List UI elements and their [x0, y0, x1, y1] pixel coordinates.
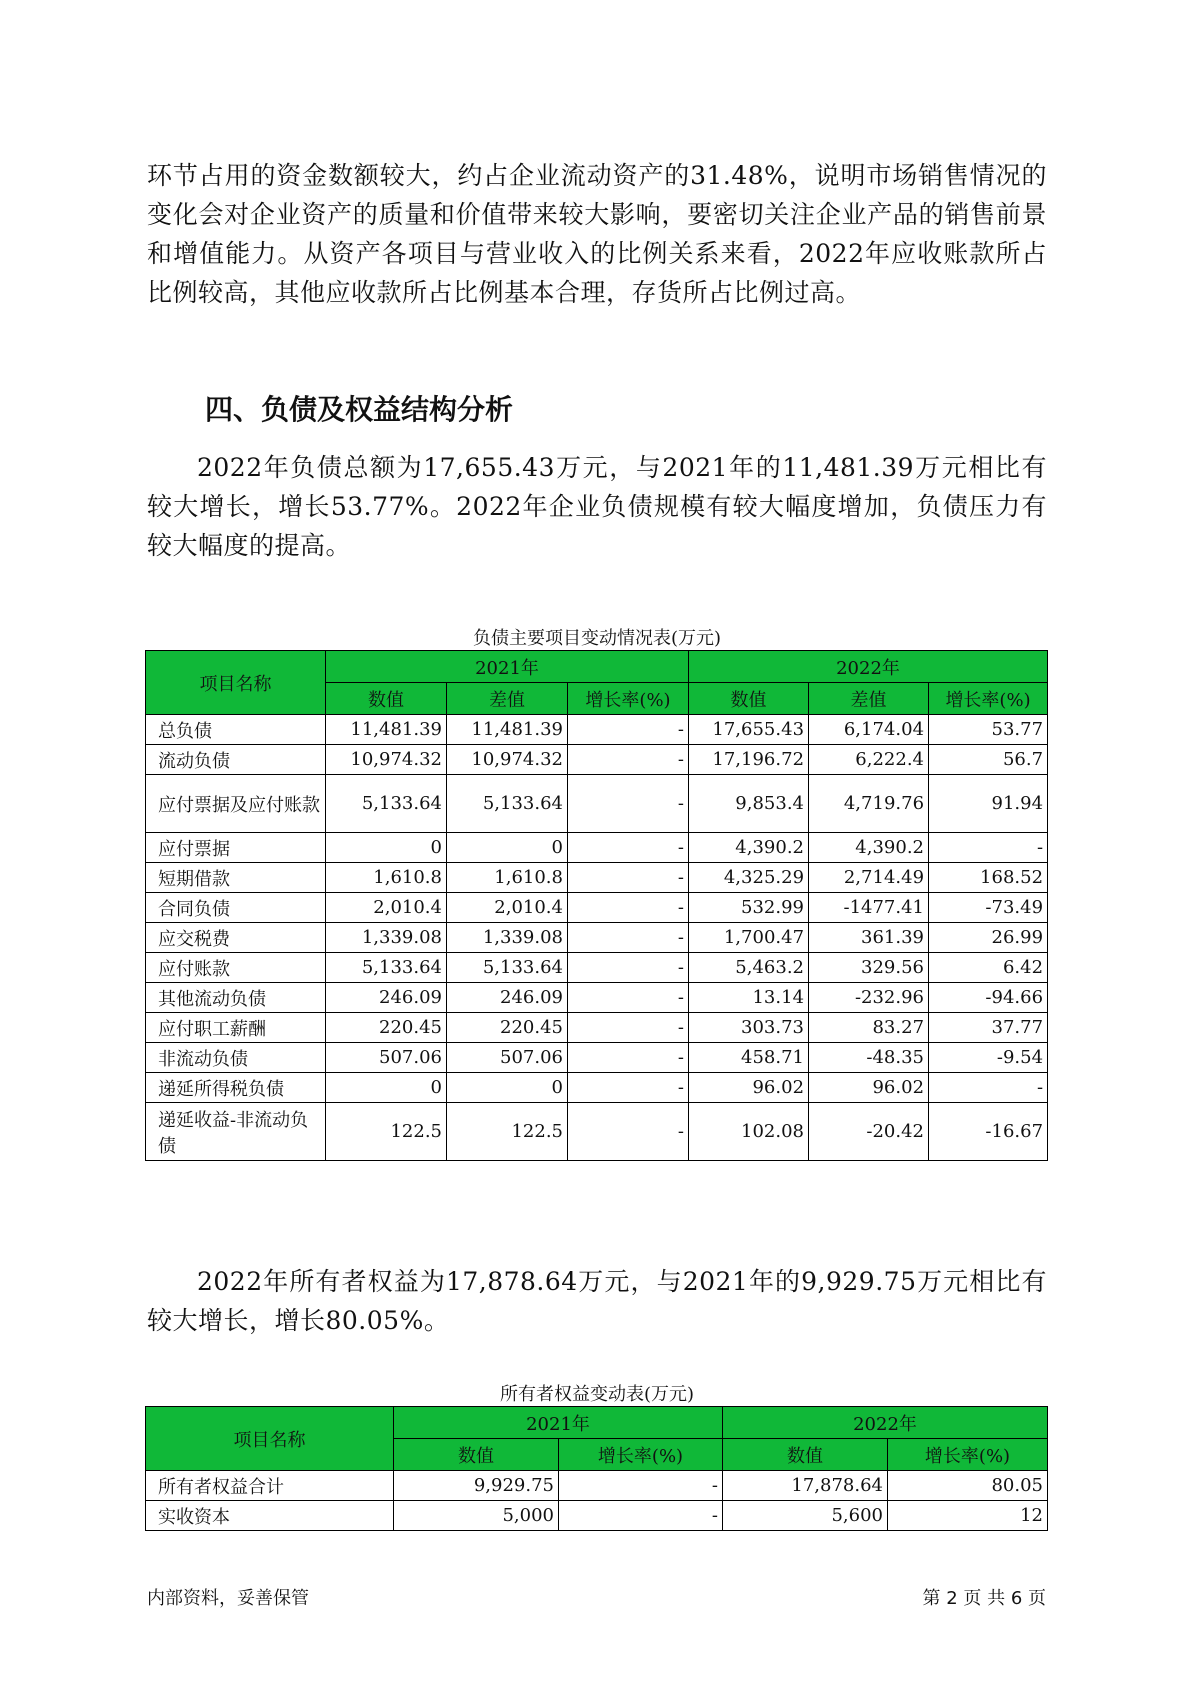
cell-r22: 12 — [888, 1501, 1048, 1531]
cell-v21: 220.45 — [326, 1013, 447, 1043]
cell-d21: 2,010.4 — [447, 893, 568, 923]
cell-v22: 13.14 — [689, 983, 809, 1013]
cell-r21: - — [568, 715, 689, 745]
cell-r21: - — [568, 1073, 689, 1103]
cell-r21: - — [568, 893, 689, 923]
liability-table-caption: 负债主要项目变动情况表(万元) — [472, 628, 722, 649]
col-header-item: 项目名称 — [146, 1407, 394, 1471]
cell-v21: 2,010.4 — [326, 893, 447, 923]
row-label: 递延所得税负债 — [146, 1073, 326, 1103]
cell-r21: - — [568, 953, 689, 983]
cell-d22: 2,714.49 — [809, 863, 929, 893]
cell-d22: -48.35 — [809, 1043, 929, 1073]
cell-r21: - — [559, 1471, 723, 1501]
row-label: 应付票据及应付账款 — [146, 775, 326, 833]
cell-v21: 10,974.32 — [326, 745, 447, 775]
table-row — [146, 923, 1048, 953]
col-header-value-2021: 数值 — [326, 683, 447, 715]
cell-r22: 56.7 — [929, 745, 1048, 775]
cell-r22: - — [929, 1073, 1048, 1103]
table-row — [146, 1043, 1048, 1073]
table-row — [146, 983, 1048, 1013]
cell-v21: 1,339.08 — [326, 923, 447, 953]
table-row — [146, 953, 1048, 983]
cell-d21: 1,610.8 — [447, 863, 568, 893]
table-row — [146, 893, 1048, 923]
cell-r21: - — [559, 1501, 723, 1531]
cell-d21: 11,481.39 — [447, 715, 568, 745]
cell-d22: 4,390.2 — [809, 833, 929, 863]
cell-r22: 37.77 — [929, 1013, 1048, 1043]
cell-r22: 80.05 — [888, 1471, 1048, 1501]
row-label: 短期借款 — [146, 863, 326, 893]
cell-v22: 5,600 — [723, 1501, 888, 1531]
cell-v21: 1,610.8 — [326, 863, 447, 893]
cell-r22: -9.54 — [929, 1043, 1048, 1073]
cell-v21: 11,481.39 — [326, 715, 447, 745]
equity-table — [145, 1406, 1048, 1531]
table-row — [146, 775, 1048, 833]
cell-r22: -73.49 — [929, 893, 1048, 923]
cell-d22: 6,222.4 — [809, 745, 929, 775]
cell-r22: - — [929, 833, 1048, 863]
col-header-rate-2022: 增长率(%) — [888, 1439, 1048, 1471]
row-label: 应付票据 — [146, 833, 326, 863]
row-label: 合同负债 — [146, 893, 326, 923]
cell-v22: 4,325.29 — [689, 863, 809, 893]
row-label: 应付职工薪酬 — [146, 1013, 326, 1043]
cell-r22: -94.66 — [929, 983, 1048, 1013]
row-label: 流动负债 — [146, 745, 326, 775]
footer-confidential: 内部资料，妥善保管 — [147, 1588, 309, 1609]
col-header-rate-2022: 增长率(%) — [929, 683, 1048, 715]
col-header-value-2022: 数值 — [689, 683, 809, 715]
cell-d21: 5,133.64 — [447, 775, 568, 833]
cell-d21: 5,133.64 — [447, 953, 568, 983]
row-label: 应付账款 — [146, 953, 326, 983]
cell-v22: 303.73 — [689, 1013, 809, 1043]
row-label: 递延收益-非流动负债 — [146, 1103, 326, 1161]
cell-v22: 532.99 — [689, 893, 809, 923]
cell-v21: 507.06 — [326, 1043, 447, 1073]
cell-d21: 246.09 — [447, 983, 568, 1013]
table-row — [146, 1073, 1048, 1103]
cell-d22: -20.42 — [809, 1103, 929, 1161]
col-header-2021: 2021年 — [394, 1407, 723, 1439]
cell-d22: -232.96 — [809, 983, 929, 1013]
cell-r21: - — [568, 983, 689, 1013]
equity-table-caption: 所有者权益变动表(万元) — [499, 1384, 695, 1405]
col-header-2022: 2022年 — [723, 1407, 1048, 1439]
cell-r21: - — [568, 775, 689, 833]
footer-page-number: 第 2 页 共 6 页 — [922, 1588, 1046, 1609]
col-header-rate-2021: 增长率(%) — [559, 1439, 723, 1471]
cell-v22: 458.71 — [689, 1043, 809, 1073]
col-header-value-2021: 数值 — [394, 1439, 559, 1471]
cell-d22: 361.39 — [809, 923, 929, 953]
cell-d22: -1477.41 — [809, 893, 929, 923]
table-row — [146, 833, 1048, 863]
cell-r21: - — [568, 1103, 689, 1161]
cell-v22: 5,463.2 — [689, 953, 809, 983]
cell-v22: 17,655.43 — [689, 715, 809, 745]
cell-v21: 0 — [326, 833, 447, 863]
col-header-rate-2021: 增长率(%) — [568, 683, 689, 715]
cell-r21: - — [568, 923, 689, 953]
row-label: 其他流动负债 — [146, 983, 326, 1013]
cell-r22: 6.42 — [929, 953, 1048, 983]
cell-v21: 0 — [326, 1073, 447, 1103]
cell-d21: 0 — [447, 1073, 568, 1103]
table-row — [146, 863, 1048, 893]
liability-table — [145, 650, 1048, 1161]
cell-d22: 96.02 — [809, 1073, 929, 1103]
col-header-diff-2021: 差值 — [447, 683, 568, 715]
cell-d21: 0 — [447, 833, 568, 863]
row-label: 应交税费 — [146, 923, 326, 953]
table-row — [146, 715, 1048, 745]
cell-v21: 5,133.64 — [326, 953, 447, 983]
row-label: 所有者权益合计 — [146, 1471, 394, 1501]
table-row — [146, 1103, 1048, 1161]
row-label: 非流动负债 — [146, 1043, 326, 1073]
col-header-2021: 2021年 — [326, 651, 689, 683]
cell-v21: 5,000 — [394, 1501, 559, 1531]
table-row — [146, 745, 1048, 775]
cell-r22: -16.67 — [929, 1103, 1048, 1161]
row-label: 实收资本 — [146, 1501, 394, 1531]
cell-v22: 17,878.64 — [723, 1471, 888, 1501]
cell-r21: - — [568, 745, 689, 775]
table-row — [146, 1013, 1048, 1043]
col-header-item: 项目名称 — [146, 651, 326, 715]
table-row — [146, 1501, 1048, 1531]
cell-d21: 1,339.08 — [447, 923, 568, 953]
cell-d22: 329.56 — [809, 953, 929, 983]
intro-paragraph: 环节占用的资金数额较大，约占企业流动资产的31.48%，说明市场销售情况的变化会对企业资产的质量和价值带来较大影响，要密切关注企业产品的销售前景和增值能力。从资产各项目与营业收入的比例关系来看，2022年应收账款所占比例较高，其他应收款所占比例基本合理，存货所占比例过高。 — [147, 161, 1047, 307]
cell-r22: 26.99 — [929, 923, 1048, 953]
cell-v22: 17,196.72 — [689, 745, 809, 775]
cell-v22: 4,390.2 — [689, 833, 809, 863]
liability-paragraph: 2022年负债总额为17,655.43万元，与2021年的11,481.39万元相比有较大增长，增长53.77%。2022年企业负债规模有较大幅度增加，负债压力有较大幅度的提高。 — [147, 453, 1047, 560]
cell-d21: 507.06 — [447, 1043, 568, 1073]
row-label: 总负债 — [146, 715, 326, 745]
cell-v22: 9,853.4 — [689, 775, 809, 833]
col-header-diff-2022: 差值 — [809, 683, 929, 715]
cell-d22: 83.27 — [809, 1013, 929, 1043]
cell-r21: - — [568, 833, 689, 863]
cell-r21: - — [568, 1013, 689, 1043]
cell-v21: 246.09 — [326, 983, 447, 1013]
cell-d21: 220.45 — [447, 1013, 568, 1043]
cell-r22: 91.94 — [929, 775, 1048, 833]
col-header-value-2022: 数值 — [723, 1439, 888, 1471]
cell-d21: 10,974.32 — [447, 745, 568, 775]
cell-v21: 9,929.75 — [394, 1471, 559, 1501]
cell-v21: 5,133.64 — [326, 775, 447, 833]
cell-v22: 1,700.47 — [689, 923, 809, 953]
cell-d21: 122.5 — [447, 1103, 568, 1161]
cell-r21: - — [568, 863, 689, 893]
cell-v22: 96.02 — [689, 1073, 809, 1103]
cell-v22: 102.08 — [689, 1103, 809, 1161]
cell-r22: 53.77 — [929, 715, 1048, 745]
cell-d22: 6,174.04 — [809, 715, 929, 745]
cell-r22: 168.52 — [929, 863, 1048, 893]
cell-d22: 4,719.76 — [809, 775, 929, 833]
cell-v21: 122.5 — [326, 1103, 447, 1161]
equity-paragraph: 2022年所有者权益为17,878.64万元，与2021年的9,929.75万元相比有较大增长，增长80.05%。 — [147, 1267, 1047, 1335]
section-heading: 四、负债及权益结构分析 — [205, 393, 514, 426]
table-row — [146, 1471, 1048, 1501]
col-header-2022: 2022年 — [689, 651, 1048, 683]
cell-r21: - — [568, 1043, 689, 1073]
